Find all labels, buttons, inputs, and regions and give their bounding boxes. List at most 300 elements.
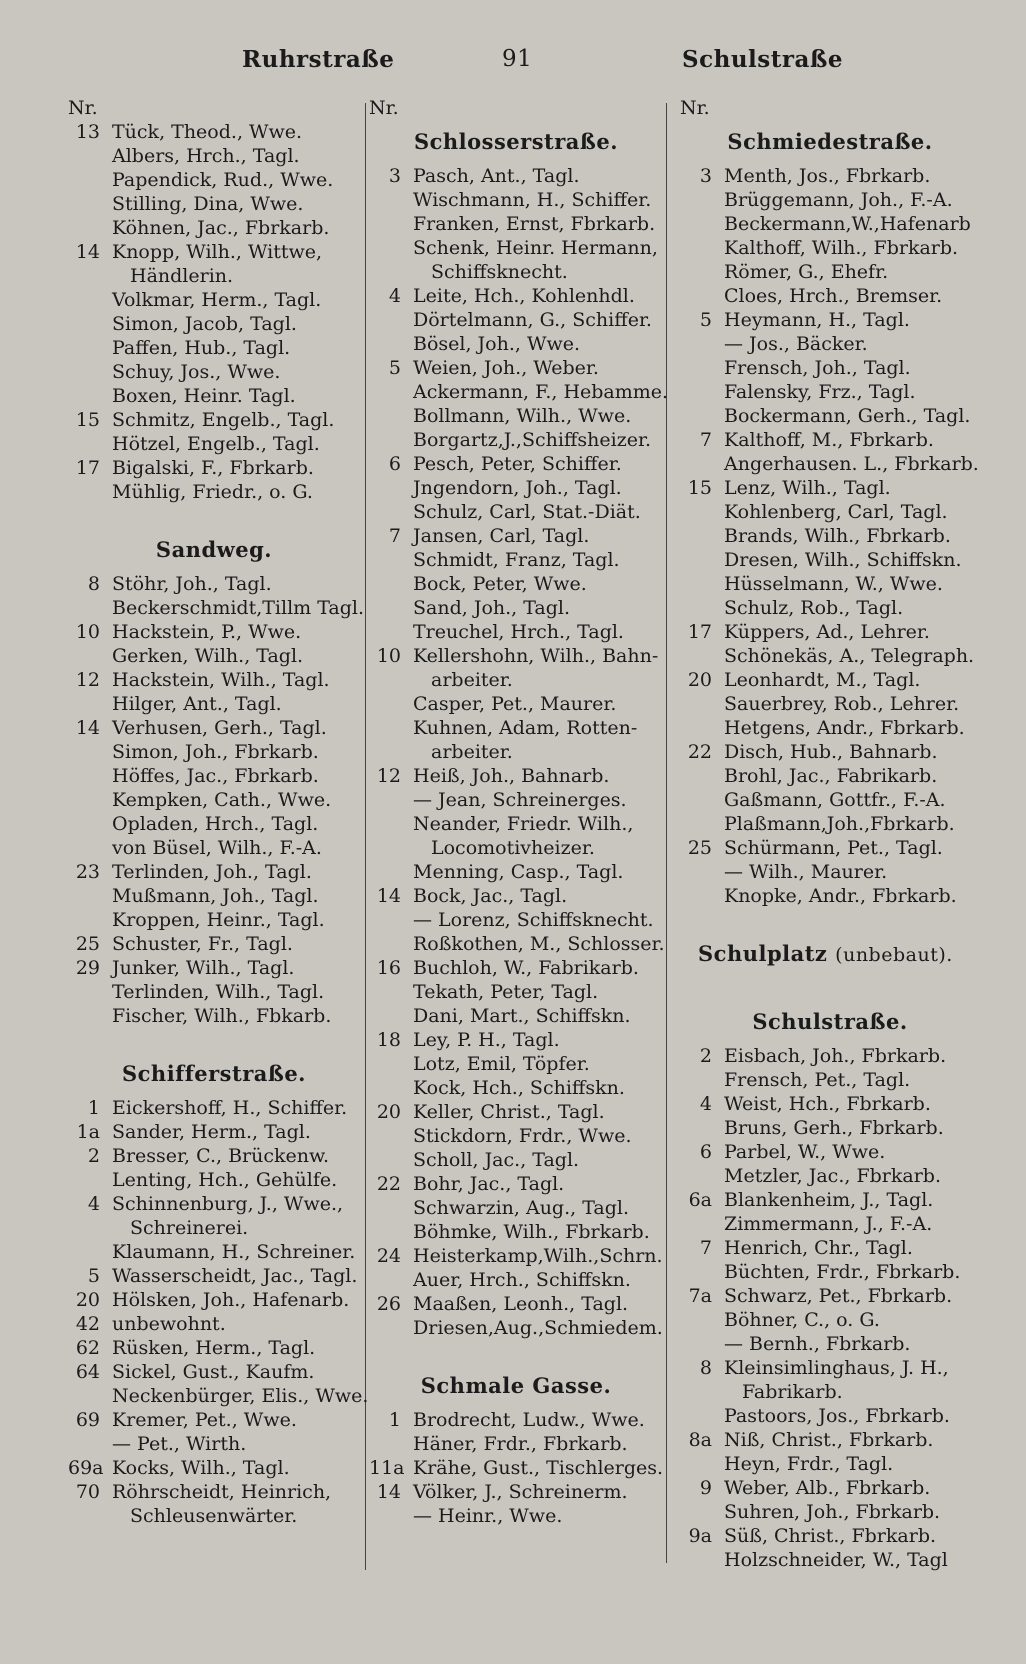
resident-text: Plaßmann,Joh.,Fbrkarb. (724, 813, 955, 835)
resident-text: Sauerbrey, Rob., Lehrer. (724, 693, 960, 715)
house-number: 15 (687, 477, 712, 499)
resident-entry (680, 836, 980, 860)
resident-entry (369, 932, 663, 956)
street-heading: Schulstraße. (752, 1009, 908, 1034)
resident-entry (680, 236, 980, 260)
resident-text: Büchten, Frdr., Fbrkarb. (724, 1261, 961, 1283)
resident-text: Röhrscheidt, Heinrich, (112, 1481, 332, 1503)
resident-entry (68, 240, 360, 264)
resident-text: Heymann, H., Tagl. (724, 309, 910, 331)
resident-entry (680, 380, 980, 404)
resident-entry (680, 788, 980, 812)
header-right-street: Schulstraße (682, 46, 843, 73)
resident-text: Menth, Jos., Fbrkarb. (724, 165, 931, 187)
resident-entry (680, 1116, 980, 1140)
resident-entry (680, 1524, 980, 1548)
resident-entry-continuation (369, 668, 663, 692)
resident-text: Böhmke, Wilh., Fbrkarb. (413, 1221, 650, 1243)
resident-entry (68, 1288, 360, 1312)
resident-text: Klaumann, H., Schreiner. (112, 1241, 356, 1263)
resident-entry (369, 1028, 663, 1052)
resident-text: Tekath, Peter, Tagl. (413, 981, 599, 1003)
house-number: 6 (699, 1141, 712, 1163)
house-number: 9 (699, 1477, 712, 1499)
house-number: 3 (388, 165, 401, 187)
resident-entry (68, 144, 360, 168)
resident-entry (680, 1044, 980, 1068)
resident-text: Bruns, Gerh., Fbrkarb. (724, 1117, 944, 1139)
resident-entry (369, 1432, 663, 1456)
resident-text: Jansen, Carl, Tagl. (413, 525, 590, 547)
column-divider (365, 103, 366, 1570)
resident-entry (68, 1336, 360, 1360)
resident-entry (369, 884, 663, 908)
resident-entry (680, 1452, 980, 1476)
resident-entry (68, 908, 360, 932)
resident-entry (680, 572, 980, 596)
resident-text: Heyn, Frdr., Tagl. (724, 1453, 894, 1475)
resident-entry (369, 164, 663, 188)
resident-text: — Pet., Wirth. (112, 1433, 247, 1455)
resident-text: arbeiter. (431, 669, 513, 691)
resident-entry (68, 956, 360, 980)
resident-entry (680, 716, 980, 740)
house-number: 13 (75, 121, 100, 143)
resident-entry (369, 1004, 663, 1028)
resident-text: Junker, Wilh., Tagl. (112, 957, 295, 979)
number-column-label (680, 96, 980, 120)
resident-text: Schenk, Heinr. Hermann, (413, 237, 658, 259)
resident-text: Pasch, Ant., Tagl. (413, 165, 580, 187)
resident-entry (68, 216, 360, 240)
resident-text: Kocks, Wilh., Tagl. (112, 1457, 290, 1479)
resident-entry (68, 692, 360, 716)
resident-entry (680, 452, 980, 476)
house-number: 3 (699, 165, 712, 187)
resident-text: Hötzel, Engelb., Tagl. (112, 433, 320, 455)
resident-text: Terlinden, Wilh., Tagl. (112, 981, 325, 1003)
house-number: 22 (376, 1173, 401, 1195)
street-heading: Sandweg. (155, 537, 273, 562)
house-number: 7 (699, 429, 712, 451)
resident-entry (68, 1456, 360, 1480)
resident-entry (680, 260, 980, 284)
resident-text: Leite, Hch., Kohlenhdl. (413, 285, 635, 307)
resident-text: Gaßmann, Gottfr., F.-A. (724, 789, 946, 811)
resident-entry (369, 788, 663, 812)
header-left-street: Ruhrstraße (242, 46, 395, 73)
resident-text: Höffes, Jac., Fbrkarb. (112, 765, 319, 787)
resident-text: Stilling, Dina, Wwe. (112, 193, 304, 215)
number-column-label (369, 96, 663, 120)
resident-text: Simon, Jacob, Tagl. (112, 313, 297, 335)
resident-text: Brohl, Jac., Fabrikarb. (724, 765, 938, 787)
resident-entry (680, 1068, 980, 1092)
resident-text: Weber, Alb., Fbrkarb. (724, 1477, 931, 1499)
house-number: 42 (75, 1313, 100, 1335)
resident-text: Driesen,Aug.,Schmiedem. (413, 1317, 663, 1339)
resident-text: Krähe, Gust., Tischlerges. (413, 1457, 664, 1479)
resident-entry (68, 1192, 360, 1216)
house-number: 20 (376, 1101, 401, 1123)
spacer (680, 908, 980, 932)
resident-entry (680, 812, 980, 836)
resident-entry (369, 812, 663, 836)
resident-text: unbewohnt. (112, 1313, 226, 1335)
resident-text: Kuhnen, Adam, Rotten- (413, 717, 638, 739)
resident-entry (68, 1168, 360, 1192)
resident-entry (369, 332, 663, 356)
street-heading-name: Schulplatz (698, 941, 828, 966)
resident-text: Albers, Hrch., Tagl. (112, 145, 300, 167)
house-number: 8 (699, 1357, 712, 1379)
resident-text: Schreinerei. (130, 1217, 249, 1239)
resident-entry (680, 1092, 980, 1116)
resident-text: Hetgens, Andr., Fbrkarb. (724, 717, 965, 739)
house-number: 1 (388, 1409, 401, 1431)
resident-entry (68, 1096, 360, 1120)
resident-text: Leonhardt, M., Tagl. (724, 669, 921, 691)
resident-entry (68, 1120, 360, 1144)
resident-entry (680, 1308, 980, 1332)
resident-entry (680, 1140, 980, 1164)
resident-text: Böhner, C., o. G. (724, 1309, 880, 1331)
house-number: 15 (75, 409, 100, 431)
resident-entry (369, 1292, 663, 1316)
resident-entry (68, 812, 360, 836)
resident-entry (680, 596, 980, 620)
resident-entry (369, 644, 663, 668)
resident-text: Neander, Friedr. Wilh., (413, 813, 634, 835)
resident-text: — Bernh., Fbrkarb. (724, 1333, 911, 1355)
resident-text: Knopp, Wilh., Wittwe, (112, 241, 323, 263)
resident-text: Bollmann, Wilh., Wwe. (413, 405, 632, 427)
resident-text: Schwarzin, Aug., Tagl. (413, 1197, 630, 1219)
resident-entry (68, 120, 360, 144)
resident-text: Schuy, Jos., Wwe. (112, 361, 281, 383)
resident-entry (68, 836, 360, 860)
resident-entry (369, 1220, 663, 1244)
resident-entry (369, 1100, 663, 1124)
resident-entry (369, 1052, 663, 1076)
resident-text: Fabrikarb. (742, 1381, 843, 1403)
page-header (0, 46, 1026, 86)
resident-entry (68, 572, 360, 596)
resident-text: Hölsken, Joh., Hafenarb. (112, 1289, 350, 1311)
resident-text: Simon, Joh., Fbrkarb. (112, 741, 319, 763)
resident-entry (369, 404, 663, 428)
house-number: 17 (687, 621, 712, 643)
resident-text: Bock, Jac., Tagl. (413, 885, 568, 907)
house-number: 1a (76, 1121, 100, 1143)
house-number: 29 (75, 957, 100, 979)
resident-text: Bohr, Jac., Tagl. (413, 1173, 565, 1195)
resident-text: Lenting, Hch., Gehülfe. (112, 1169, 338, 1191)
house-number: 6a (688, 1189, 712, 1211)
resident-text: Auer, Hrch., Schiffskn. (413, 1269, 631, 1291)
resident-text: Keller, Christ., Tagl. (413, 1101, 605, 1123)
resident-text: Mühlig, Friedr., o. G. (112, 481, 313, 503)
house-number: 10 (75, 621, 100, 643)
resident-text: Henrich, Chr., Tagl. (724, 1237, 913, 1259)
resident-entry (68, 312, 360, 336)
resident-entry-continuation (68, 264, 360, 288)
resident-entry (68, 1384, 369, 1408)
resident-text: Hackstein, Wilh., Tagl. (112, 669, 330, 691)
resident-entry (369, 524, 663, 548)
resident-entry (680, 620, 980, 644)
resident-entry (680, 644, 980, 668)
resident-text: Beckermann,W.,Hafenarb (724, 213, 971, 235)
spacer (68, 504, 360, 528)
resident-entry (68, 456, 360, 480)
resident-entry (680, 284, 980, 308)
column-left (68, 96, 369, 1528)
resident-text: Disch, Hub., Bahnarb. (724, 741, 938, 763)
resident-entry-continuation (369, 836, 663, 860)
resident-entry (680, 524, 980, 548)
resident-text: Volkmar, Herm., Tagl. (112, 289, 322, 311)
resident-entry (68, 860, 360, 884)
resident-entry (369, 500, 663, 524)
resident-text: — Heinr., Wwe. (413, 1505, 563, 1527)
house-number: 7 (388, 525, 401, 547)
house-number: 25 (687, 837, 712, 859)
house-number: 23 (75, 861, 100, 883)
resident-entry (369, 956, 663, 980)
resident-text: — Wilh., Maurer. (724, 861, 888, 883)
spacer (369, 1340, 663, 1364)
resident-text: Bigalski, F., Fbrkarb. (112, 457, 314, 479)
resident-text: Kempken, Cath., Wwe. (112, 789, 332, 811)
number-column-label (68, 96, 360, 120)
resident-text: Kock, Hch., Schiffskn. (413, 1077, 625, 1099)
resident-entry (680, 428, 980, 452)
resident-text: Stöhr, Joh., Tagl. (112, 573, 272, 595)
street-heading: Schlosserstraße. (413, 129, 619, 154)
resident-text: Beckerschmidt,Tillm Tagl. (112, 597, 365, 619)
resident-entry (68, 336, 360, 360)
resident-entry (68, 740, 360, 764)
resident-entry (68, 1432, 360, 1456)
nr-label: Nr. (68, 97, 98, 119)
house-number: 1 (87, 1097, 100, 1119)
resident-text: Wischmann, H., Schiffer. (413, 189, 652, 211)
resident-entry (369, 1076, 663, 1100)
resident-text: Suhren, Joh., Fbrkarb. (724, 1501, 941, 1523)
resident-text: Völker, J., Schreinerm. (413, 1481, 628, 1503)
resident-text: Bock, Peter, Wwe. (413, 573, 587, 595)
resident-text: von Büsel, Wilh., F.-A. (112, 837, 322, 859)
resident-text: Zimmermann, J., F.-A. (724, 1213, 933, 1235)
resident-entry (680, 764, 980, 788)
resident-text: Kalthoff, Wilh., Fbrkarb. (724, 237, 959, 259)
house-number: 16 (376, 957, 401, 979)
resident-text: Dani, Mart., Schiffskn. (413, 1005, 631, 1027)
resident-text: Brüggemann, Joh., F.-A. (724, 189, 953, 211)
resident-text: Sander, Herm., Tagl. (112, 1121, 311, 1143)
house-number: 7a (688, 1285, 712, 1307)
resident-entry (68, 932, 360, 956)
resident-entry (369, 452, 663, 476)
resident-entry (680, 1356, 980, 1380)
resident-entry (369, 308, 663, 332)
resident-entry (68, 1480, 360, 1504)
resident-text: Küppers, Ad., Lehrer. (724, 621, 930, 643)
spacer (680, 976, 980, 1000)
resident-entry (369, 692, 663, 716)
house-number: 8a (688, 1429, 712, 1451)
resident-text: Bresser, C., Brückenw. (112, 1145, 330, 1167)
resident-entry (68, 668, 360, 692)
resident-entry (68, 288, 360, 312)
resident-text: Treuchel, Hrch., Tagl. (413, 621, 624, 643)
house-number: 7 (699, 1237, 712, 1259)
resident-text: Hackstein, P., Wwe. (112, 621, 302, 643)
resident-text: Scholl, Jac., Tagl. (413, 1149, 580, 1171)
resident-entry (369, 284, 663, 308)
resident-entry (369, 236, 663, 260)
resident-text: Schwarz, Pet., Fbrkarb. (724, 1285, 953, 1307)
resident-entry (68, 1004, 360, 1028)
resident-text: Hilger, Ant., Tagl. (112, 693, 282, 715)
resident-text: Knopke, Andr., Fbrkarb. (724, 885, 957, 907)
resident-entry (369, 1148, 663, 1172)
resident-text: arbeiter. (431, 741, 513, 763)
resident-entry (68, 192, 360, 216)
resident-entry (680, 860, 980, 884)
resident-text: Römer, G., Ehefr. (724, 261, 889, 283)
resident-entry (369, 764, 663, 788)
house-number: 20 (687, 669, 712, 691)
resident-entry (680, 1476, 980, 1500)
resident-text: — Jos., Bäcker. (724, 333, 868, 355)
resident-text: Kalthoff, M., Fbrkarb. (724, 429, 934, 451)
resident-entry (369, 1504, 663, 1528)
resident-text: Metzler, Jac., Fbrkarb. (724, 1165, 941, 1187)
resident-entry (680, 1404, 980, 1428)
resident-entry (68, 1408, 360, 1432)
resident-entry (369, 380, 669, 404)
house-number: 14 (376, 885, 401, 907)
resident-text: Köhnen, Jac., Fbrkarb. (112, 217, 330, 239)
house-number: 5 (87, 1265, 100, 1287)
house-number: 17 (75, 457, 100, 479)
house-number: 24 (376, 1245, 401, 1267)
resident-text: Locomotivheizer. (431, 837, 595, 859)
resident-entry-continuation (68, 1216, 360, 1240)
resident-entry (68, 716, 360, 740)
resident-text: — Lorenz, Schiffsknecht. (413, 909, 654, 931)
street-heading (680, 932, 980, 976)
house-number: 62 (75, 1337, 100, 1359)
resident-text: Niß, Christ., Fbrkarb. (724, 1429, 934, 1451)
resident-text: Fischer, Wilh., Fbkarb. (112, 1005, 332, 1027)
resident-entry (369, 1480, 663, 1504)
resident-text: Parbel, W., Wwe. (724, 1141, 886, 1163)
resident-entry (369, 1316, 663, 1340)
resident-text: Schulz, Rob., Tagl. (724, 597, 904, 619)
resident-text: Lenz, Wilh., Tagl. (724, 477, 891, 499)
resident-entry (68, 480, 360, 504)
resident-entry (680, 668, 980, 692)
house-number: 20 (75, 1289, 100, 1311)
resident-entry (680, 740, 980, 764)
resident-text: Dörtelmann, G., Schiffer. (413, 309, 652, 331)
resident-text: Weist, Hch., Fbrkarb. (724, 1093, 931, 1115)
resident-entry (369, 596, 663, 620)
resident-text: Schönekäs, A., Telegraph. (724, 645, 975, 667)
resident-entry (369, 1456, 663, 1480)
house-number: 70 (75, 1481, 100, 1503)
resident-entry (68, 408, 360, 432)
resident-entry (680, 404, 980, 428)
house-number: 14 (75, 717, 100, 739)
resident-text: Terlinden, Joh., Tagl. (112, 861, 312, 883)
house-number: 12 (376, 765, 401, 787)
resident-text: Boxen, Heinr. Tagl. (112, 385, 296, 407)
house-number: 69 (75, 1409, 100, 1431)
resident-entry (68, 596, 365, 620)
resident-text: Heisterkamp,Wilh.,Schrn. (413, 1245, 663, 1267)
house-number: 11a (369, 1457, 405, 1479)
resident-entry-continuation (68, 1504, 360, 1528)
resident-entry (369, 212, 663, 236)
resident-text: Heiß, Joh., Bahnarb. (413, 765, 610, 787)
house-number: 5 (388, 357, 401, 379)
resident-entry (369, 716, 663, 740)
resident-text: — Jean, Schreinerges. (413, 789, 627, 811)
resident-entry (680, 1260, 980, 1284)
resident-text: Schulz, Carl, Stat.-Diät. (413, 501, 641, 523)
resident-entry (369, 1172, 663, 1196)
resident-text: Mußmann, Joh., Tagl. (112, 885, 319, 907)
resident-text: Franken, Ernst, Fbrkarb. (413, 213, 656, 235)
resident-entry (680, 884, 980, 908)
house-number: 6 (388, 453, 401, 475)
resident-text: Pastoors, Jos., Fbrkarb. (724, 1405, 950, 1427)
street-heading: Schmiedestraße. (727, 129, 933, 154)
resident-text: Sand, Joh., Tagl. (413, 597, 571, 619)
resident-entry (68, 1144, 360, 1168)
resident-text: Pesch, Peter, Schiffer. (413, 453, 622, 475)
resident-text: Schleusenwärter. (130, 1505, 298, 1527)
house-number: 26 (376, 1293, 401, 1315)
resident-text: Eickershoff, H., Schiffer. (112, 1097, 348, 1119)
resident-entry (680, 188, 980, 212)
resident-text: Schiffsknecht. (431, 261, 568, 283)
resident-entry (680, 1212, 980, 1236)
resident-entry (369, 1268, 663, 1292)
house-number: 64 (75, 1361, 100, 1383)
resident-entry (680, 308, 980, 332)
resident-text: Weien, Joh., Weber. (413, 357, 599, 379)
resident-text: Kleinsimlinghaus, J. H., (724, 1357, 949, 1379)
resident-entry-continuation (680, 1380, 980, 1404)
resident-text: Tück, Theod., Wwe. (112, 121, 303, 143)
resident-entry (680, 1428, 980, 1452)
resident-text: Schinnenburg, J., Wwe., (112, 1193, 344, 1215)
resident-text: Holzschneider, W., Tagl (724, 1549, 948, 1571)
resident-text: Sickel, Gust., Kaufm. (112, 1361, 315, 1383)
house-number: 8 (87, 573, 100, 595)
resident-entry (680, 500, 980, 524)
resident-entry (68, 788, 360, 812)
resident-text: Schmidt, Franz, Tagl. (413, 549, 620, 571)
resident-entry (68, 980, 360, 1004)
house-number: 2 (87, 1145, 100, 1167)
nr-label: Nr. (680, 97, 710, 119)
